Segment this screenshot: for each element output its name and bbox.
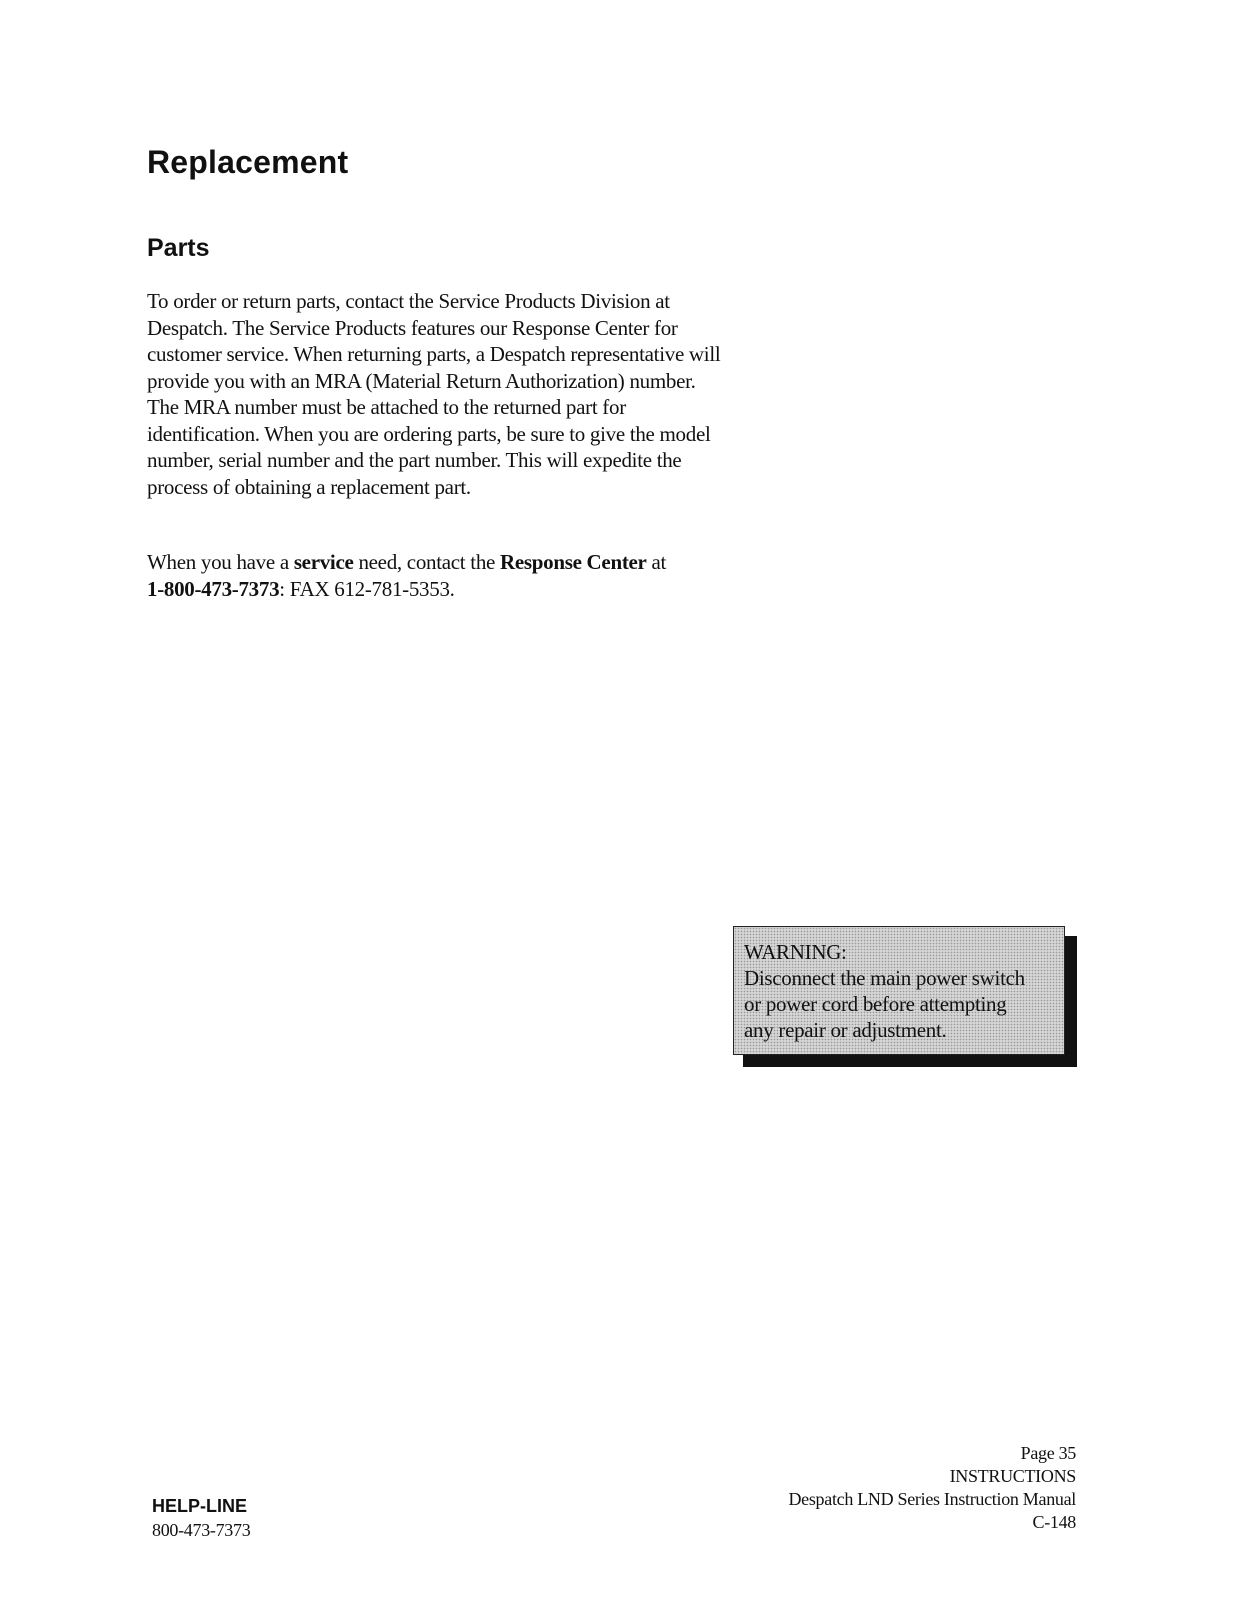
warning-callout: [733, 926, 1078, 1068]
service-word: service: [293, 550, 354, 574]
fax-text: : FAX 612-781-5353.: [279, 576, 455, 601]
contact-middle: need, contact the: [353, 550, 500, 574]
warning-line-2: or power cord before attempting: [744, 992, 1007, 1016]
contact-at: at: [646, 550, 667, 574]
section-heading-parts: Parts: [147, 234, 210, 262]
manual-title: Despatch LND Series Instruction Manual: [788, 1489, 1076, 1509]
parts-paragraph: To order or return parts, contact the Service Products Division at Despatch. The Service Products features our Response Center for customer service. When returning parts, a Despatch representative will provide you with an MRA (Material Return Authorization) number. The MRA number must be attached to the returned part for identification. When you are ordering parts, be sure to give the model number, serial number and the part number. This will expedite the process of obtaining a replacement part.: [147, 289, 721, 499]
section-label: INSTRUCTIONS: [949, 1466, 1076, 1486]
warning-line-3: any repair or adjustment.: [744, 1018, 947, 1042]
helpline-block: [152, 1494, 250, 1542]
helpline-label: HELP-LINE: [152, 1496, 248, 1516]
footer-info: [788, 1442, 1076, 1534]
response-center-phone: 1-800-473-7373: [147, 576, 280, 601]
document-code: C-148: [1032, 1512, 1076, 1532]
warning-line-1: Disconnect the main power switch: [744, 966, 1025, 990]
contact-paragraph: [147, 549, 727, 602]
page-number: Page 35: [1020, 1443, 1076, 1463]
warning-heading: WARNING:: [744, 940, 847, 964]
response-center-label: Response Center: [500, 550, 647, 574]
page-title: Replacement: [147, 144, 349, 180]
helpline-number: 800-473-7373: [152, 1520, 251, 1540]
warning-box: [733, 926, 1065, 1055]
contact-prefix: When you have a: [147, 550, 294, 574]
